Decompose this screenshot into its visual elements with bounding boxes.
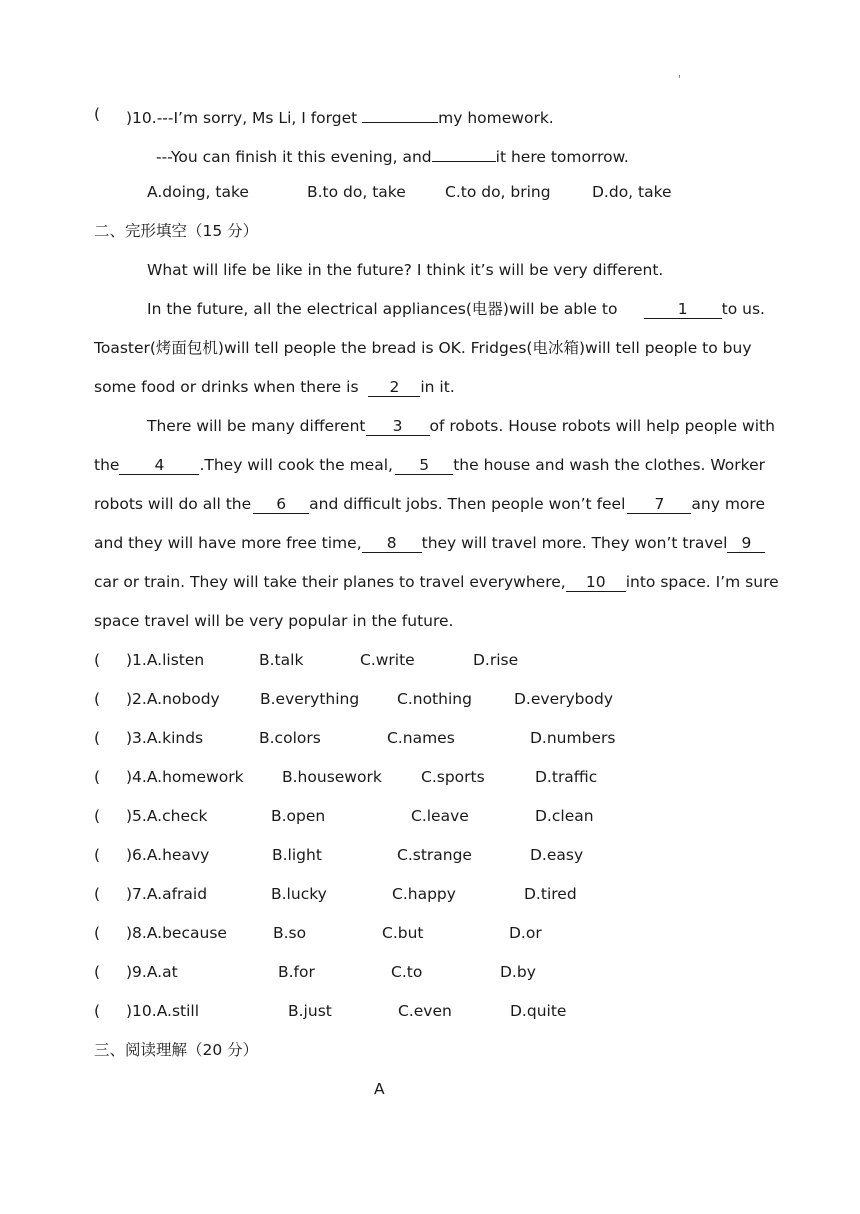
option-a: )5.A.check — [126, 807, 208, 825]
option-d: D.or — [509, 924, 542, 942]
q10-line2 — [156, 143, 629, 167]
cloze-blank-3: 3 — [366, 417, 430, 436]
option-a: )2.A.nobody — [126, 690, 220, 708]
cloze-text: .They will cook the meal, — [199, 456, 393, 474]
cloze-blank-6: 6 — [253, 495, 309, 514]
option-a: )7.A.afraid — [126, 885, 208, 903]
cloze-paragraph-3-line-6: space travel will be very popular in the future. — [94, 612, 454, 630]
option-d: D.quite — [510, 1002, 567, 1020]
cloze-blank-8: 8 — [362, 534, 422, 553]
option-d: D.rise — [473, 651, 519, 669]
option-d: D.tired — [524, 885, 577, 903]
cloze-text: In the future, all the electrical appliances(电器)will be able to — [147, 300, 618, 318]
q10-line1-text-a: )10.---I’m sorry, Ms Li, I forget — [126, 109, 363, 127]
q10-option-c: C.to do, bring — [445, 183, 551, 201]
q10-line2-text-b: it here tomorrow. — [495, 148, 629, 166]
option-d: D.easy — [530, 846, 584, 864]
option-d: D.numbers — [530, 729, 616, 747]
cloze-text: any more — [691, 495, 765, 513]
option-b: B.just — [288, 1002, 332, 1020]
cloze-paragraph-3-line-1 — [147, 416, 775, 436]
cloze-paragraph-3-line-2 — [94, 455, 765, 475]
option-c: C.strange — [397, 846, 472, 864]
cloze-blank-7: 7 — [627, 495, 691, 514]
cloze-paragraph-1: What will life be like in the future? I think it’s will be very different. — [147, 261, 664, 279]
option-b: B.open — [271, 807, 326, 825]
q10-blank-1 — [362, 104, 438, 123]
option-a: )3.A.kinds — [126, 729, 204, 747]
answer-paren: ( — [94, 924, 101, 942]
option-d: D.by — [500, 963, 536, 981]
cloze-paragraph-3-line-5 — [94, 572, 779, 592]
cloze-paragraph-2-line-3 — [94, 377, 455, 397]
option-b: B.so — [273, 924, 307, 942]
option-c: C.even — [398, 1002, 452, 1020]
option-a: )6.A.heavy — [126, 846, 210, 864]
section3-title: 三、阅读理解（20 分） — [94, 1041, 259, 1059]
cloze-text: robots will do all the — [94, 495, 252, 513]
option-c: C.sports — [421, 768, 485, 786]
cloze-paragraph-2-line-1 — [147, 299, 765, 319]
cloze-paragraph-3-line-3 — [94, 494, 765, 514]
section2-title: 二、完形填空（15 分） — [94, 222, 259, 240]
cloze-paragraph-2-line-2 — [94, 338, 765, 358]
answer-paren: ( — [94, 105, 101, 123]
cloze-text: and difficult jobs. Then people won’t feel — [309, 495, 626, 513]
option-c: C.leave — [411, 807, 469, 825]
option-d: D.everybody — [514, 690, 613, 708]
cloze-text: some food or drinks when there is — [94, 378, 359, 396]
cloze-text: the house and wash the clothes. Worker — [453, 456, 765, 474]
cloze-text: in it. — [420, 378, 455, 396]
cloze-blank-5: 5 — [395, 456, 453, 475]
cloze-paragraph-3-line-4 — [94, 533, 765, 553]
answer-paren: ( — [94, 651, 101, 669]
option-a: )9.A.at — [126, 963, 178, 981]
cloze-blank-2: 2 — [368, 378, 420, 397]
option-a: )8.A.because — [126, 924, 227, 942]
cloze-text: the — [94, 456, 120, 474]
option-b: B.housework — [282, 768, 382, 786]
option-a: )4.A.homework — [126, 768, 244, 786]
answer-paren: ( — [94, 729, 101, 747]
option-b: B.lucky — [271, 885, 327, 903]
cloze-text: and they will have more free time, — [94, 534, 362, 552]
q10-line2-text-a: ---You can finish it this evening, and — [156, 148, 432, 166]
option-d: D.traffic — [535, 768, 598, 786]
answer-paren: ( — [94, 768, 101, 786]
cloze-text: into space. I’m sure — [625, 573, 779, 591]
cloze-blank-1: 1 — [644, 300, 722, 319]
cloze-text: Toaster(烤面包机)will tell people the bread is OK. Fridges(电冰箱)will tell people to buy — [94, 339, 752, 357]
cloze-text: There will be many different — [147, 417, 366, 435]
answer-paren: ( — [94, 885, 101, 903]
option-b: B.light — [272, 846, 322, 864]
q10-option-a: A.doing, take — [147, 183, 249, 201]
cloze-text: to us. — [721, 300, 765, 318]
option-b: B.talk — [259, 651, 304, 669]
stray-mark: ' — [678, 74, 681, 85]
cloze-text: of robots. House robots will help people with — [429, 417, 775, 435]
option-a: )1.A.listen — [126, 651, 205, 669]
option-b: B.colors — [259, 729, 321, 747]
option-c: C.to — [391, 963, 423, 981]
option-c: C.nothing — [397, 690, 472, 708]
cloze-text: car or train. They will take their planes to travel everywhere, — [94, 573, 566, 591]
passage-label: A — [374, 1080, 385, 1098]
option-b: B.everything — [260, 690, 360, 708]
cloze-blank-4: 4 — [119, 456, 199, 475]
option-c: C.but — [382, 924, 424, 942]
answer-paren: ( — [94, 1002, 101, 1020]
option-b: B.for — [278, 963, 315, 981]
answer-paren: ( — [94, 690, 101, 708]
answer-paren: ( — [94, 963, 101, 981]
q10-line1 — [126, 104, 554, 128]
q10-option-d: D.do, take — [592, 183, 672, 201]
answer-paren: ( — [94, 807, 101, 825]
option-c: C.names — [387, 729, 455, 747]
cloze-blank-9: 9 — [727, 534, 765, 553]
option-d: D.clean — [535, 807, 594, 825]
q10-line1-text-b: my homework. — [438, 109, 554, 127]
option-c: C.happy — [392, 885, 456, 903]
q10-blank-2 — [432, 143, 496, 162]
cloze-blank-10: 10 — [566, 573, 626, 592]
q10-option-b: B.to do, take — [307, 183, 406, 201]
option-a: )10.A.still — [126, 1002, 200, 1020]
cloze-text: they will travel more. They won’t travel — [421, 534, 728, 552]
option-c: C.write — [360, 651, 415, 669]
answer-paren: ( — [94, 846, 101, 864]
